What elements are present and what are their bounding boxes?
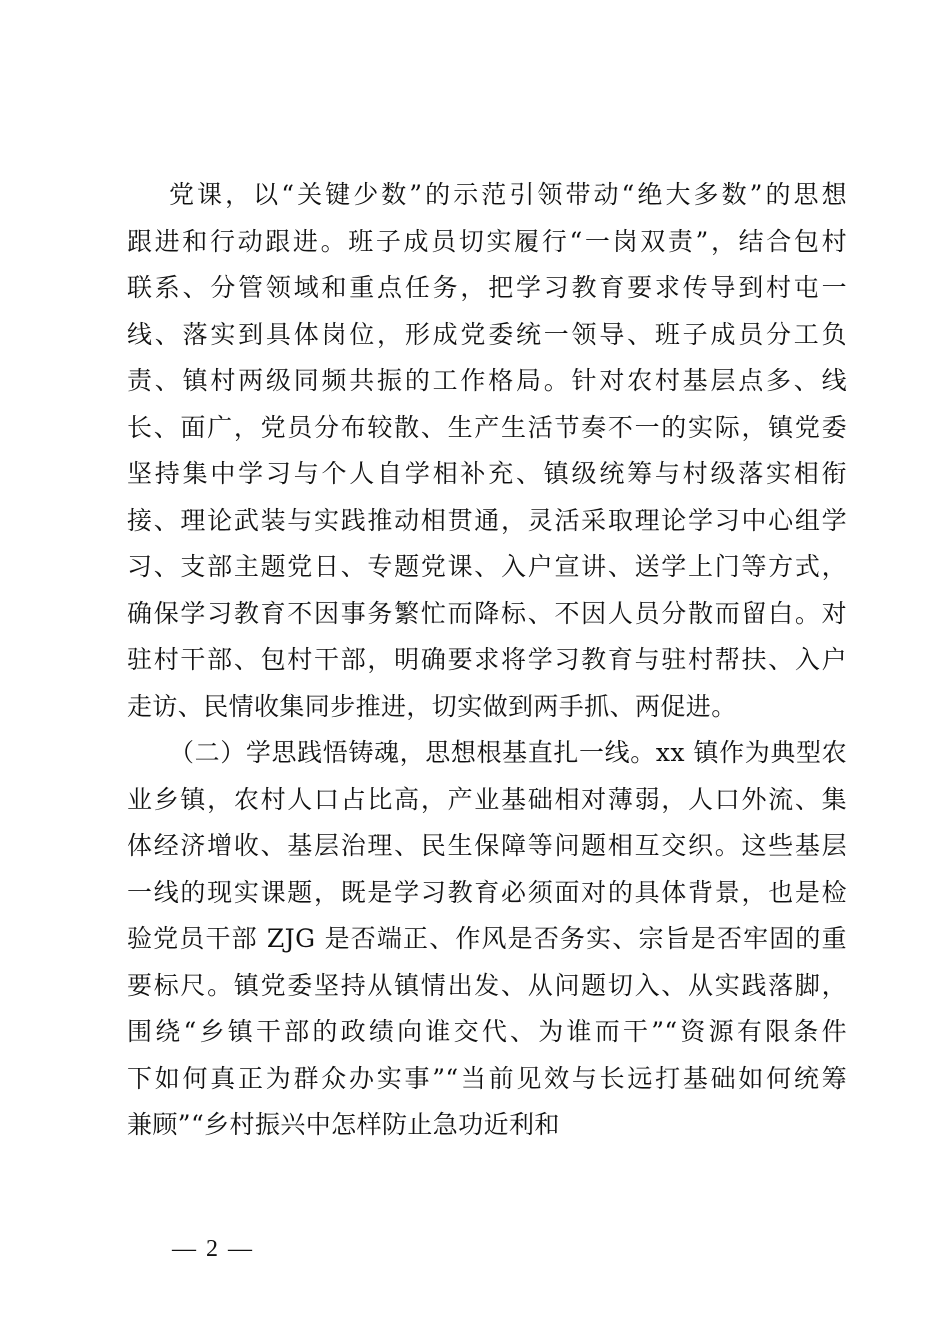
text-line: 党课，以“关键少数”的示范引领带动“绝大多数”的思想: [169, 180, 847, 209]
text-line: 接、理论武装与实践推动相贯通，灵活采取理论学习中心组学: [127, 505, 847, 535]
text-line: 业乡镇，农村人口占比高，产业基础相对薄弱，人口外流、集: [127, 784, 847, 814]
text-line: 责、镇村两级同频共振的工作格局。针对农村基层点多、线: [127, 366, 847, 395]
text-line: 确保学习教育不因事务繁忙而降标、不因人员分散而留白。对: [127, 598, 847, 628]
text-line: 线、落实到具体岗位，形成党委统一领导、班子成员分工负: [127, 319, 847, 349]
page-number: — 2 —: [172, 1236, 254, 1262]
text-line: 兼顾”“乡村振兴中怎样防止急功近利和: [127, 1110, 560, 1139]
text-line: 驻村干部、包村干部，明确要求将学习教育与驻村帮扶、入户: [127, 645, 847, 674]
body-text: [127, 172, 847, 1149]
text-line: 体经济增收、基层治理、民生保障等问题相互交织。这些基层: [127, 831, 847, 860]
text-line: 联系、分管领域和重点任务，把学习教育要求传导到村屯一: [127, 273, 847, 302]
text-line: 验党员干部 ZJG 是否端正、作风是否务实、宗旨是否牢固的重: [127, 924, 847, 953]
text-line: （二）学思践悟铸魂，思想根基直扎一线。xx 镇作为典型农: [169, 738, 847, 767]
text-line: 习、支部主题党日、专题党课、入户宣讲、送学上门等方式，: [127, 552, 847, 581]
text-line: 跟进和行动跟进。班子成员切实履行“一岗双责”，结合包村: [127, 226, 847, 256]
text-line: 围绕“乡镇干部的政绩向谁交代、为谁而干”“资源有限条件: [127, 1017, 847, 1046]
text-line: 下如何真正为群众办实事”“当前见效与长远打基础如何统筹: [127, 1063, 847, 1093]
text-line: 长、面广，党员分布较散、生产生活节奏不一的实际，镇党委: [127, 412, 847, 442]
text-line: 走访、民情收集同步推进，切实做到两手抓、两促进。: [127, 691, 737, 721]
text-line: 坚持集中学习与个人自学相补充、镇级统筹与村级落实相衔: [127, 459, 847, 488]
text-line: 一线的现实课题，既是学习教育必须面对的具体背景，也是检: [127, 877, 847, 907]
text-line: 要标尺。镇党委坚持从镇情出发、从问题切入、从实践落脚，: [127, 970, 847, 1000]
